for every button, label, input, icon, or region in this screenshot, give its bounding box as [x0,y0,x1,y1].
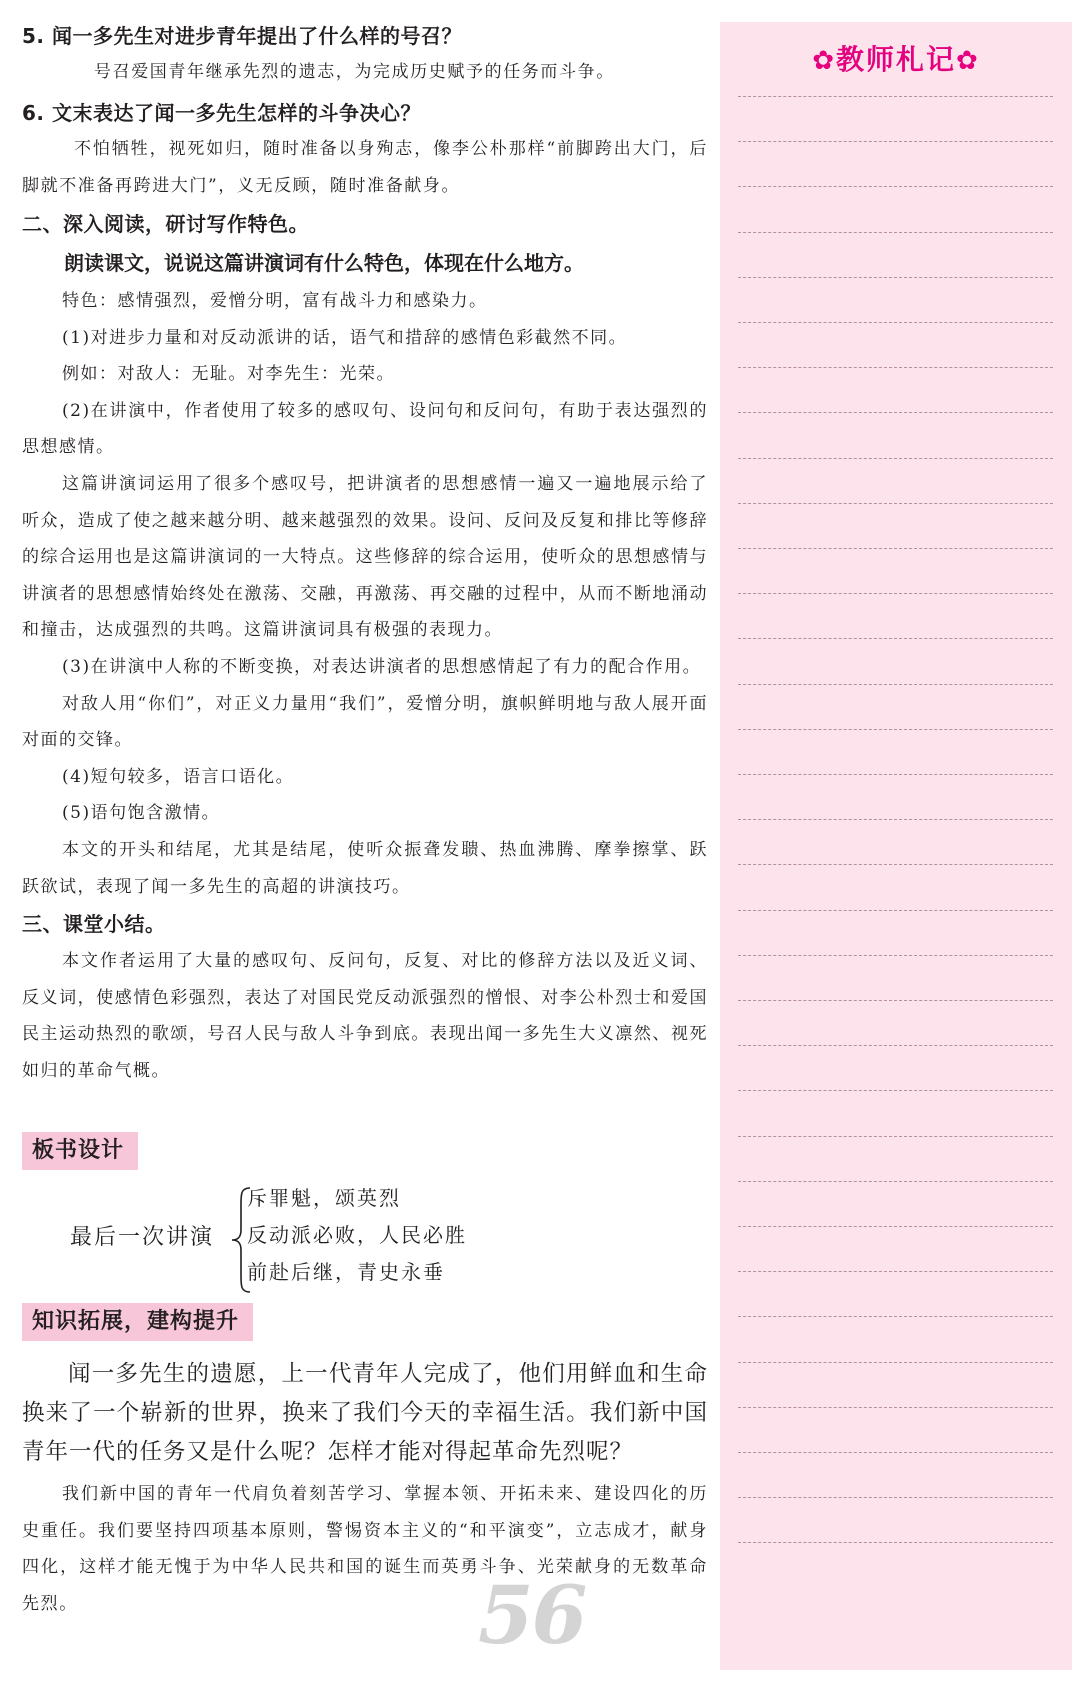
note-ruled-line [738,819,1053,820]
note-ruled-line [738,503,1053,504]
section-2-paragraph: (4)短句较多，语言口语化。 [62,766,295,787]
teacher-notes-panel [720,22,1072,1670]
note-ruled-line [738,955,1053,956]
section-2-paragraph: 特色：感情强烈，爱憎分明，富有战斗力和感染力。 [62,291,488,311]
section-2-paragraph: 例如：对敌人：无耻。对李先生：光荣。 [62,364,395,385]
note-ruled-line [738,1136,1053,1137]
note-ruled-line [738,774,1053,775]
note-ruled-line [738,367,1053,368]
section-2-title: 二、深入阅读，研讨写作特色。 [22,212,309,236]
section-2-paragraph: (5)语句饱含激情。 [62,803,221,824]
note-ruled-line [738,322,1053,323]
teacher-notes-title [720,38,1072,78]
note-ruled-line [738,186,1053,187]
page-number: 56 [478,1568,586,1662]
question-6-title: 6. 文末表达了闻一多先生怎样的斗争决心？ [22,101,421,125]
board-design-title: 板书设计 [22,1132,138,1170]
section-2-paragraph: 这篇讲演词运用了很多个感叹号，把讲演者的思想感情一遍又一遍地展示给了听众，造成了使之越来越分明、越来越强烈的效果。设问、反问及反复和排比等修辞的综合运用也是这篇讲演词的一大特点。这些修辞的综合运用，使听众的思想感情与讲演者的思想感情始终处在激荡、交融，再激荡、再交融的过程中，从而不断地涌动和撞击，达成强烈的共鸣。这篇讲演词具有极强的表现力。 [22,473,708,641]
extension-answer: 我们新中国的青年一代肩负着刻苦学习、掌握本领、开拓未来、建设四化的历史重任。我们要坚持四项基本原则，警惕资本主义的“和平演变”，立志成才，献身四化，这样才能无愧于为中华人民共和国的诞生而英勇斗争、光荣献身的无数革命先烈。 [22,1484,708,1614]
note-ruled-line [738,277,1053,278]
section-2-paragraph: (1)对进步力量和对反动派讲的话，语气和措辞的感情色彩截然不同。 [62,327,628,348]
extension-question: 闻一多先生的遗愿，上一代青年人完成了，他们用鲜血和生命换来了一个崭新的世界，换来了我们今天的幸福生活。我们新中国青年一代的任务又是什么呢？怎样才能对得起革命先烈呢？ [22,1361,708,1465]
note-ruled-line [738,1226,1053,1227]
board-item: 反动派必败，人民必胜 [247,1223,467,1247]
note-ruled-line [738,141,1053,142]
flower-icon: ✿ [812,46,836,76]
note-ruled-line [738,412,1053,413]
section-2-prompt: 朗读课文，说说这篇讲演词有什么特色，体现在什么地方。 [64,251,584,275]
note-ruled-line [738,593,1053,594]
extension-content [22,1355,708,1622]
note-ruled-line [738,1316,1053,1317]
note-ruled-line [738,729,1053,730]
note-ruled-line [738,1271,1053,1272]
board-root-label: 最后一次讲演 [70,1225,215,1250]
note-ruled-line [738,1000,1053,1001]
question-5-answer: 号召爱国青年继承先烈的遗志，为完成历史赋予的任务而斗争。 [94,62,615,82]
extension-title: 知识拓展，建构提升 [22,1303,253,1341]
note-ruled-line [738,1045,1053,1046]
note-ruled-line [738,1090,1053,1091]
board-item: 斥罪魁，颂英烈 [247,1186,401,1210]
flower-icon: ✿ [956,46,980,76]
section-3-title: 三、课堂小结。 [22,912,166,937]
section-2-paragraph: (2)在讲演中，作者使用了较多的感叹句、设问句和反问句，有助于表达强烈的思想感情。 [22,400,708,458]
section-3-paragraph: 本文作者运用了大量的感叹句、反问句，反复、对比的修辞方法以及近义词、反义词，使感情色彩强烈，表达了对国民党反动派强烈的憎恨、对李公朴烈士和爱国民主运动热烈的歌颂，号召人民与敌人斗争到底。表现出闻一多先生大义凛然、视死如归的革命气概。 [22,951,708,1081]
note-ruled-line [738,638,1053,639]
main-content [22,18,708,1089]
question-5-title: 5. 闻一多先生对进步青年提出了什么样的号召？ [22,24,462,48]
note-ruled-line [738,1452,1053,1453]
note-ruled-line [738,548,1053,549]
note-ruled-line [738,1407,1053,1408]
section-2-paragraph: (3)在讲演中人称的不断变换，对表达讲演者的思想感情起了有力的配合作用。 [62,656,702,677]
board-design [22,1182,622,1292]
note-ruled-line [738,864,1053,865]
note-ruled-line [738,684,1053,685]
teacher-notes-title-text: 教师札记 [835,43,956,76]
note-ruled-line [738,1542,1053,1543]
note-ruled-line [738,1181,1053,1182]
note-ruled-line [738,232,1053,233]
note-ruled-line [738,1362,1053,1363]
question-6-answer: 不怕牺牲，视死如归，随时准备以身殉志，像李公朴那样“前脚跨出大门，后脚就不准备再跨进大门”，义无反顾，随时准备献身。 [22,139,708,196]
section-2-paragraph: 对敌人用“你们”，对正义力量用“我们”，爱憎分明，旗帜鲜明地与敌人展开面对面的交锋。 [22,693,708,751]
board-item: 前赴后继，青史永垂 [247,1260,445,1284]
note-ruled-line [738,1497,1053,1498]
note-ruled-line [738,910,1053,911]
note-ruled-line [738,96,1053,97]
note-ruled-line [738,458,1053,459]
section-2-paragraph: 本文的开头和结尾，尤其是结尾，使听众振聋发聩、热血沸腾、摩拳擦掌、跃跃欲试，表现了闻一多先生的高超的讲演技巧。 [22,839,708,897]
